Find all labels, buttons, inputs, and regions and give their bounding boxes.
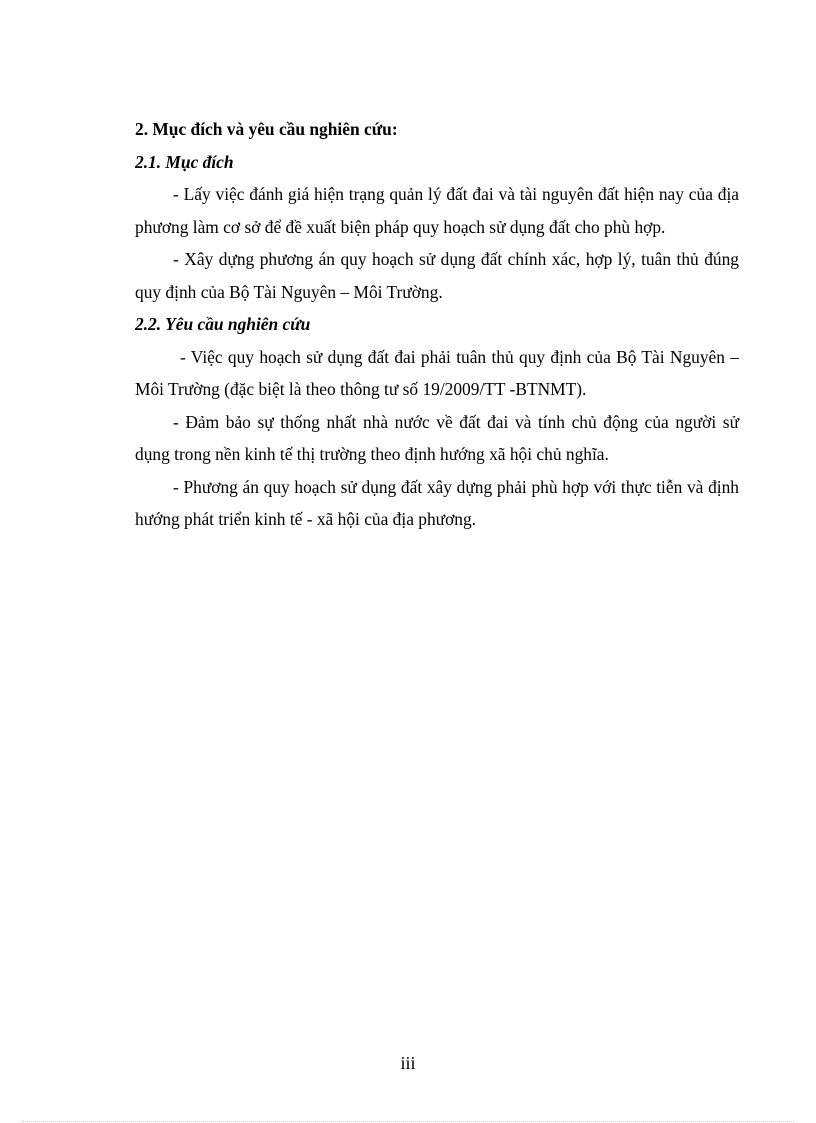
page-bottom-divider <box>22 1121 794 1122</box>
page-content <box>135 113 739 536</box>
purpose-heading: 2.1. Mục đích <box>135 151 234 172</box>
requirements-paragraph-3: - Phương án quy hoạch sử dụng đất xây dựng phải phù hợp với thực tiễn và định hướng phát triển kinh tế - xã hội của địa phương. <box>135 476 739 529</box>
requirements-paragraph-2: - Đảm bảo sự thống nhất nhà nước về đất đai và tính chủ động của người sử dụng trong nền kinh tế thị trường theo định hướng xã hội chủ nghĩa. <box>135 411 739 464</box>
purpose-paragraph-2: - Xây dựng phương án quy hoạch sử dụng đất chính xác, hợp lý, tuân thủ đúng quy định của Bộ Tài Nguyên – Môi Trường. <box>135 249 739 302</box>
purpose-paragraph-1: - Lấy việc đánh giá hiện trạng quản lý đất đai và tài nguyên đất hiện nay của địa phương làm cơ sở để đề xuất biện pháp quy hoạch sử dụng đất cho phù hợp. <box>135 184 739 237</box>
requirements-paragraph-1: - Việc quy hoạch sử dụng đất đai phải tuân thủ quy định của Bộ Tài Nguyên – Môi Trường (đặc biệt là theo thông tư số 19/2009/TT -BTNMT). <box>135 346 739 399</box>
requirements-heading: 2.2. Yêu cầu nghiên cứu <box>135 314 311 334</box>
page-number: iii <box>400 1053 416 1073</box>
section-title: 2. Mục đích và yêu cầu nghiên cứu: <box>135 119 398 139</box>
